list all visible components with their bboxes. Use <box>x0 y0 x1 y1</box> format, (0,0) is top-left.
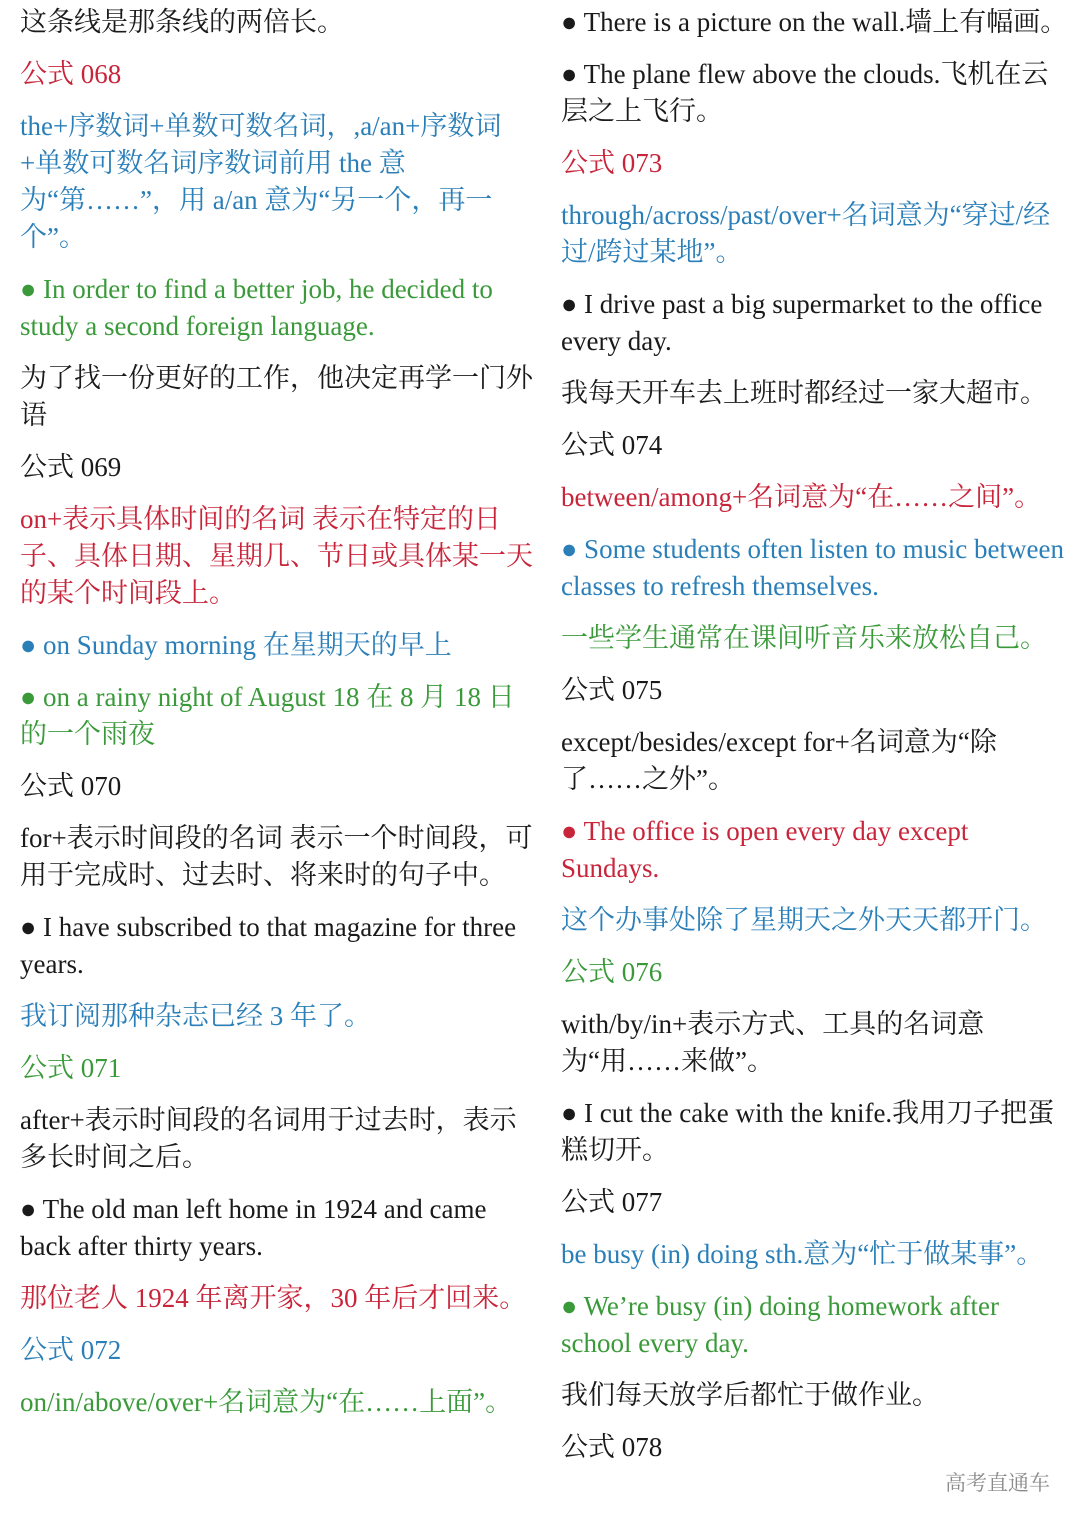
example-sentence: ● In order to find a better job, he decided to study a second foreign language. <box>20 274 493 341</box>
example-sentence: ● on a rainy night of August 18 在 8 月 18 日的一个雨夜 <box>20 682 515 749</box>
grammar-rule: between/among+名词意为“在……之间”。 <box>561 482 1042 512</box>
grammar-rule: with/by/in+表示方式、工具的名词意为“用……来做”。 <box>561 1009 985 1076</box>
chinese-translation: 我订阅那种杂志已经 3 年了。 <box>20 1001 371 1031</box>
example-sentence: ● The office is open every day except Sundays. <box>561 816 969 883</box>
example-sentence: ● on Sunday morning 在星期天的早上 <box>20 630 452 660</box>
formula-heading: 公式 073 <box>561 148 663 178</box>
formula-heading: 公式 072 <box>20 1335 122 1365</box>
example-sentence: ● There is a picture on the wall.墙上有幅画。 <box>561 7 1068 37</box>
example-sentence: ● I have subscribed to that magazine for three years. <box>20 912 517 979</box>
left-column <box>20 4 540 1436</box>
grammar-rule: the+序数词+单数可数名词，,a/an+序数词+单数可数名词序数词前用 the 意为“第……”，用 a/an 意为“另一个，再一个”。 <box>20 111 502 252</box>
grammar-rule: on/in/above/over+名词意为“在……上面”。 <box>20 1387 513 1417</box>
formula-heading: 公式 074 <box>561 430 663 460</box>
formula-heading: 公式 070 <box>20 771 122 801</box>
chinese-translation: 一些学生通常在课间听音乐来放松自己。 <box>561 623 1047 653</box>
formula-heading: 公式 077 <box>561 1187 663 1217</box>
grammar-rule: for+表示时间段的名词 表示一个时间段，可用于完成时、过去时、将来时的句子中。 <box>20 823 533 890</box>
example-sentence: ● The plane flew above the clouds.飞机在云层之上飞行。 <box>561 59 1049 126</box>
chinese-translation: 为了找一份更好的工作，他决定再学一门外语 <box>20 363 533 430</box>
example-sentence: ● I drive past a big supermarket to the office every day. <box>561 289 1043 356</box>
example-sentence: ● The old man left home in 1924 and came back after thirty years. <box>20 1194 487 1261</box>
formula-heading: 公式 068 <box>20 59 122 89</box>
formula-heading: 公式 078 <box>561 1432 663 1462</box>
grammar-rule: after+表示时间段的名词用于过去时，表示多长时间之后。 <box>20 1105 517 1172</box>
example-sentence: ● We’re busy (in) doing homework after school every day. <box>561 1291 1000 1358</box>
example-sentence: ● I cut the cake with the knife.我用刀子把蛋糕切开。 <box>561 1098 1055 1165</box>
grammar-rule: except/besides/except for+名词意为“除了……之外”。 <box>561 727 997 794</box>
chinese-translation: 我每天开车去上班时都经过一家大超市。 <box>561 378 1047 408</box>
formula-heading: 公式 076 <box>561 957 663 987</box>
formula-heading: 公式 071 <box>20 1053 122 1083</box>
formula-heading: 公式 069 <box>20 452 122 482</box>
grammar-rule: be busy (in) doing sth.意为“忙于做某事”。 <box>561 1239 1044 1269</box>
chinese-translation: 这个办事处除了星期天之外天天都开门。 <box>561 905 1047 935</box>
chinese-translation: 我们每天放学后都忙于做作业。 <box>561 1380 939 1410</box>
right-column <box>561 4 1073 1481</box>
grammar-rule: through/across/past/over+名词意为“穿过/经过/跨过某地”。 <box>561 200 1051 267</box>
chinese-translation: 那位老人 1924 年离开家，30 年后才回来。 <box>20 1283 527 1313</box>
chinese-translation: 这条线是那条线的两倍长。 <box>20 7 344 37</box>
formula-heading: 公式 075 <box>561 675 663 705</box>
grammar-rule: on+表示具体时间的名词 表示在特定的日子、具体日期、星期几、节日或具体某一天的某个时间段上。 <box>20 504 533 608</box>
watermark: 高考直通车 <box>945 1471 1050 1495</box>
example-sentence: ● Some students often listen to music between classes to refresh themselves. <box>561 534 1064 601</box>
